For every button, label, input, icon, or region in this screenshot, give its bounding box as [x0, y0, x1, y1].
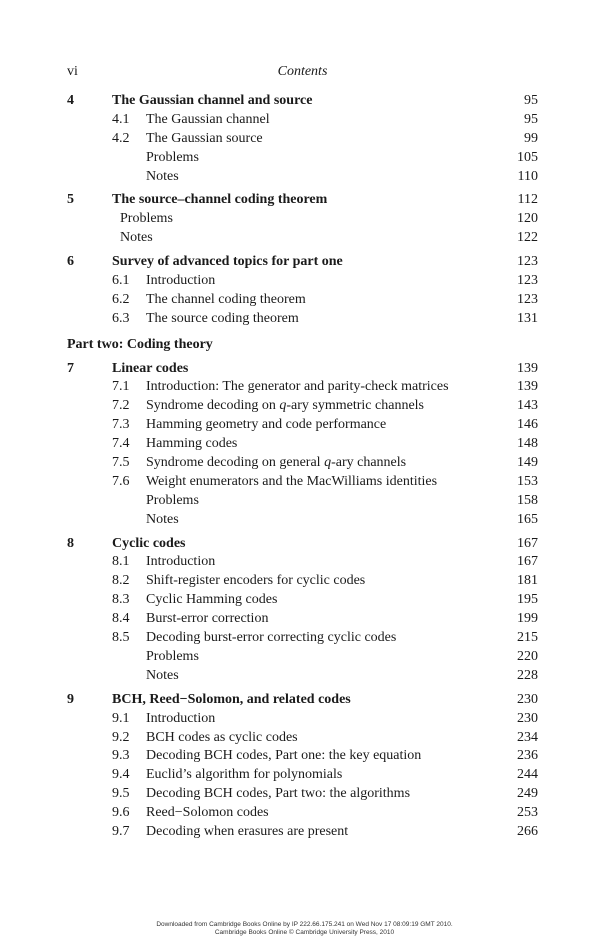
page-ref: 236 [517, 748, 538, 764]
page-number: vi [67, 64, 78, 79]
section-number: 8.2 [112, 573, 130, 589]
section-number: 9.4 [112, 767, 130, 783]
page-ref: 195 [517, 592, 538, 608]
section-number: 7.3 [112, 417, 130, 433]
section-entry[interactable] [67, 766, 538, 785]
footer-copyright-line: Cambridge Books Online © Cambridge University Press, 2010 [214, 929, 395, 936]
section-entry[interactable] [67, 272, 538, 291]
section-number: 9.7 [112, 823, 130, 839]
section-number: 7.4 [112, 436, 130, 452]
section-number: 8.1 [112, 554, 130, 570]
chapter-number: 9 [67, 691, 74, 707]
q-variable: q [279, 398, 287, 414]
chapter-entry[interactable] [67, 253, 538, 272]
page-ref: 123 [517, 254, 538, 270]
section-number: 6.3 [112, 310, 130, 326]
chapter-title: The source–channel coding theorem [112, 192, 328, 208]
section-title [146, 397, 424, 416]
page-ref: 234 [517, 729, 538, 745]
section-title: The source coding theorem [146, 310, 299, 326]
section-title: Introduction [146, 554, 216, 570]
title-part: -ary channels [331, 455, 407, 471]
page-ref: 220 [517, 648, 538, 664]
page-ref: 228 [517, 667, 538, 683]
part-title: Part two: Coding theory [67, 336, 213, 352]
chapter-number: 7 [67, 360, 74, 376]
section-number: 9.6 [112, 805, 130, 821]
page-ref: 148 [517, 436, 538, 452]
section-entry[interactable] [67, 823, 538, 842]
section-title [146, 454, 406, 473]
section-entry[interactable] [67, 610, 538, 629]
page-ref: 120 [517, 211, 538, 227]
section-title: Problems [146, 648, 199, 664]
part-heading [67, 336, 538, 355]
section-entry[interactable] [67, 747, 538, 766]
section-entry[interactable] [67, 397, 538, 416]
section-entry[interactable] [67, 310, 538, 329]
page-ref: 122 [517, 230, 538, 246]
chapter-entry[interactable] [67, 191, 538, 210]
page-ref: 230 [517, 710, 538, 726]
section-title: Problems [120, 211, 173, 227]
chapter-title: The Gaussian channel and source [112, 93, 313, 108]
chapter-entry[interactable] [67, 92, 538, 111]
page-ref: 95 [524, 93, 538, 108]
section-title: Introduction [146, 273, 216, 289]
notes-entry[interactable] [67, 667, 538, 686]
page-ref: 110 [517, 168, 538, 184]
chapter-entry[interactable] [67, 691, 538, 710]
page-ref: 165 [517, 511, 538, 527]
section-entry[interactable] [67, 553, 538, 572]
page-ref: 181 [517, 573, 538, 589]
section-title: Cyclic Hamming codes [146, 592, 278, 608]
section-title: The Gaussian source [146, 130, 263, 146]
table-of-contents [67, 92, 538, 842]
chapter-number: 6 [67, 254, 74, 270]
section-title: Problems [146, 492, 199, 508]
page-ref: 244 [517, 767, 538, 783]
section-title: Hamming geometry and code performance [146, 417, 387, 433]
page-ref: 199 [517, 611, 538, 627]
section-entry[interactable] [67, 291, 538, 310]
chapter-title: Cyclic codes [112, 535, 186, 551]
section-entry[interactable] [67, 804, 538, 823]
section-number: 4.2 [112, 130, 130, 146]
page-ref: 143 [517, 398, 538, 414]
section-title: Introduction: The generator and parity-check matrices [146, 379, 449, 395]
section-title: Problems [146, 149, 199, 165]
chapter-entry[interactable] [67, 360, 538, 379]
section-number: 9.1 [112, 710, 130, 726]
problems-entry[interactable] [67, 492, 538, 511]
page-ref: 112 [517, 192, 538, 208]
section-title: Euclid’s algorithm for polynomials [146, 767, 343, 783]
section-number: 9.3 [112, 748, 130, 764]
section-title: Burst-error correction [146, 611, 269, 627]
section-number: 9.2 [112, 729, 130, 745]
chapter-number: 8 [67, 535, 74, 551]
section-entry[interactable] [67, 111, 538, 130]
notes-entry[interactable] [67, 168, 538, 187]
chapter-entry[interactable] [67, 535, 538, 554]
page-ref: 105 [517, 149, 538, 165]
section-entry[interactable] [67, 130, 538, 149]
section-title: Notes [146, 667, 179, 683]
section-title: Weight enumerators and the MacWilliams identities [146, 473, 438, 489]
section-title: Decoding BCH codes, Part two: the algorithms [146, 786, 411, 802]
section-number: 9.5 [112, 786, 130, 802]
section-title: Hamming codes [146, 436, 238, 452]
chapter-number: 4 [67, 93, 74, 108]
section-number: 8.4 [112, 611, 130, 627]
section-title: Notes [146, 511, 179, 527]
section-title: Decoding burst-error correcting cyclic codes [146, 630, 397, 646]
section-number: 7.2 [112, 398, 130, 414]
chapter-number: 5 [67, 192, 74, 208]
page-ref: 230 [517, 691, 538, 707]
section-entry[interactable] [67, 629, 538, 648]
page-ref: 167 [517, 554, 538, 570]
running-title: Contents [277, 64, 328, 79]
section-title: The Gaussian channel [146, 111, 270, 127]
title-part: Syndrome decoding on general [146, 455, 325, 471]
page-ref: 266 [517, 823, 538, 839]
section-title: Decoding when erasures are present [146, 823, 349, 839]
section-number: 7.1 [112, 379, 130, 395]
section-number: 6.1 [112, 273, 130, 289]
download-footer [0, 921, 609, 937]
section-entry[interactable] [67, 378, 538, 397]
section-title: BCH codes as cyclic codes [146, 729, 298, 745]
section-entry[interactable] [67, 785, 538, 804]
section-title: The channel coding theorem [146, 291, 306, 307]
section-title: Notes [146, 168, 179, 184]
notes-entry[interactable] [67, 511, 538, 530]
section-number: 6.2 [112, 291, 130, 307]
section-title: Introduction [146, 710, 216, 726]
page-ref: 215 [517, 630, 538, 646]
section-title: Shift-register encoders for cyclic codes [146, 573, 366, 589]
q-variable: q [324, 455, 332, 471]
section-title: Notes [120, 230, 153, 246]
section-entry[interactable] [67, 729, 538, 748]
page-ref: 95 [524, 111, 538, 127]
section-entry[interactable] [67, 454, 538, 473]
page-ref: 253 [517, 805, 538, 821]
page-header [67, 64, 538, 82]
page-ref: 149 [517, 455, 538, 471]
section-number: 8.3 [112, 592, 130, 608]
title-part: Syndrome decoding on [146, 398, 280, 414]
section-number: 7.5 [112, 455, 130, 471]
section-entry[interactable] [67, 435, 538, 454]
chapter-title: BCH, Reed−Solomon, and related codes [112, 691, 351, 707]
section-entry[interactable] [67, 416, 538, 435]
problems-entry[interactable] [67, 149, 538, 168]
page-ref: 123 [517, 273, 538, 289]
notes-entry[interactable] [67, 229, 538, 248]
section-entry[interactable] [67, 591, 538, 610]
footer-download-line: Downloaded from Cambridge Books Online by IP 222.66.175.241 on Wed Nov 17 08:09:19 GMT 2010. [156, 921, 453, 928]
section-entry[interactable] [67, 710, 538, 729]
page-ref: 153 [517, 473, 538, 489]
section-number: 8.5 [112, 630, 130, 646]
section-title: Reed−Solomon codes [146, 805, 269, 821]
page-ref: 139 [517, 379, 538, 395]
section-title: Decoding BCH codes, Part one: the key equation [146, 748, 422, 764]
page-ref: 146 [517, 417, 538, 433]
chapter-title: Survey of advanced topics for part one [112, 254, 343, 270]
page-ref: 123 [517, 291, 538, 307]
section-number: 4.1 [112, 111, 130, 127]
problems-entry[interactable] [67, 210, 538, 229]
section-entry[interactable] [67, 473, 538, 492]
page-ref: 139 [517, 360, 538, 376]
chapter-title: Linear codes [112, 360, 189, 376]
title-part: -ary symmetric channels [286, 398, 424, 414]
page-ref: 167 [517, 535, 538, 551]
section-entry[interactable] [67, 572, 538, 591]
problems-entry[interactable] [67, 648, 538, 667]
page-ref: 249 [517, 786, 538, 802]
page-ref: 158 [517, 492, 538, 508]
section-number: 7.6 [112, 473, 130, 489]
page-ref: 131 [517, 310, 538, 326]
page-ref: 99 [524, 130, 538, 146]
